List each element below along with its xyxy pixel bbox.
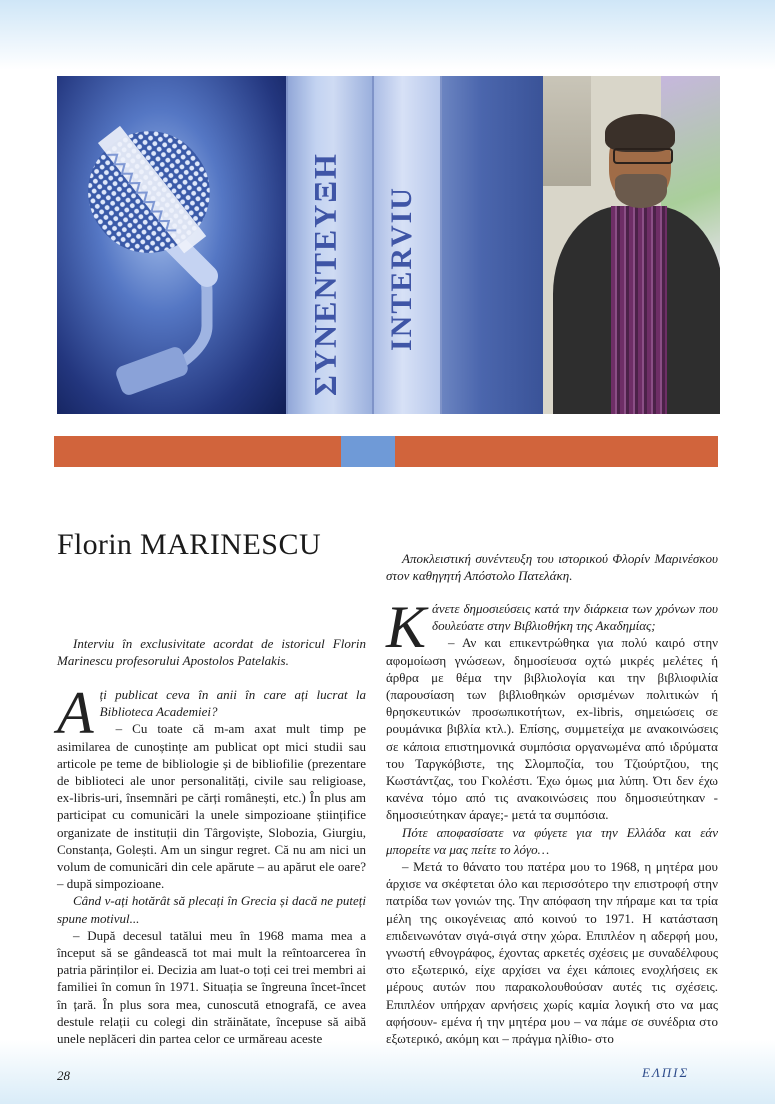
microphone-panel (57, 76, 286, 414)
author-photo (543, 76, 720, 414)
question-2: Când v-ați hotărât să plecați în Grecia și dacă ne puteți spune motivul... (57, 893, 366, 926)
microphone-icon (57, 76, 286, 414)
answer-1: – Cu toate că m-am axat mult timp pe asimilarea de cunoștințe am publicat opt mici studii sau articole pe teme de bibliologie și de bibliofilie (prezentare de biblioteci ale unor personalități, civile sau religioase, ex-libris-uri, însemnări pe cărți românești, etc.) În plus am participat cu comunicări la unele simpozioane științifice organizate de instituții din Târgoviște, Slobozia, Giurgiu, Constanța, Golești. Am un singur regret. Că nu am nici un volum de comunicări din cele apărute – au apărut ele oare? – după simpozioane. (57, 721, 366, 892)
magazine-name: ΕΛΠΙΣ (642, 1065, 690, 1080)
author-last-name: MARINESCU (139, 528, 322, 561)
column-greek (386, 594, 718, 1047)
portrait-shirt (611, 206, 667, 414)
intro-romanian: Interviu în exclusivitate acordat de istoricul Florin Marinescu profesorului Apostolos Patelakis. (57, 636, 366, 669)
accent-bar-right (395, 436, 718, 467)
spine-divider (440, 76, 442, 414)
intro-greek: Αποκλειστική συνέντευξη του ιστορικού Φλορίν Μαρινέσκου στον καθηγητή Απόστολο Πατελάκη. (386, 551, 718, 584)
interview-banner (57, 76, 720, 414)
accent-bar-middle (341, 436, 395, 467)
background-painting (543, 76, 591, 186)
portrait-hair (605, 114, 675, 152)
author-first-name: Florin (57, 528, 133, 561)
portrait-glasses (613, 148, 673, 164)
spine-title-romanian: INTERVIU (385, 186, 418, 351)
question-1: ți publicat ceva în anii în care ați lucrat la Biblioteca Academiei? (99, 687, 366, 720)
drop-cap: A (57, 680, 94, 746)
answer-1: – Αν και επικεντρώθηκα για πολύ καιρό στην αφομοίωση γνώσεων, δημοσίευσα οχτώ μικρές μελέτες ή άρθρα με θέμα την βιβλιολογία και την βιβλιοφιλία (παρουσίαση των βιβλιοθηκών ορισμένων πολιτικών ή θρησκευτικών προσωπικοτήτων, ex-libris, σημειώσεις σε ρουμάνικα βιβλία κτλ.). Επίσης, συμμετείχα με ανακοινώσεις σε κάποια επιστημονικά συμπόσια οργανωμένα από ιδρύματα του Ταργκόβιστε, της Σλομποζία, του Τζιούρτζιου, της Κωστάντζας, του Γκολέστι. Έχω όμως μια λύπη. Ότι δεν έχω κανένα τόμο από τις ανακοινώσεις που δημοσιεύτηκαν - δημοσιεύτηκαν άραγε;- μετά τα συμπόσια. (386, 635, 718, 823)
spine-divider (286, 76, 288, 414)
question-1: άνετε δημοσιεύσεις κατά την διάρκεια των χρόνων που δουλεύατε στην Βιβλιοθήκη της Ακαδημίας; (432, 601, 718, 634)
page-number: 28 (57, 1068, 70, 1083)
question-2: Πότε αποφασίσατε να φύγετε για την Ελλάδα και εάν μπορείτε να μας πείτε το λόγο… (386, 824, 718, 857)
accent-bar-left (54, 436, 341, 467)
drop-cap: Κ (386, 594, 427, 660)
portrait-beard (615, 174, 667, 208)
column-romanian (57, 680, 366, 1047)
answer-2: – Μετά το θάνατο του πατέρα μου το 1968, η μητέρα μου άρχισε να σκέφτεται όλο και περισσότερο την επιστροφή στην πατρίδα των γονιών της. Την απόφαση την πήραμε και τα τρία μέλη της οικογένειας από κοινού το 1971. Η κατάσταση επιδεινωνόταν σιγά-σιγά στην χώρα. Επιπλέον η αδερφή μου, γνωστή εθνογράφος, έχοντας αρκετές σχέσεις με συναδέλφους στο εξωτερικό, είχε αρχίσει να έχει κάποιες ενοχλήσεις εκ μέρους αυτών που παρακολουθούσαν αυτές τις σχέσεις. Επιπλέον υπήρχαν αρνήσεις χωρίς καμία λογική στο να μας αφήσουν- εμένα ή την μητέρα μου – να πάμε σε συνέδρια στο εξωτερικό, ακόμη και – πράγμα ηλίθιο- στο (386, 859, 718, 1047)
spine-title-greek: ΣΥΝΕΝΤΕΥΞΗ (307, 152, 343, 396)
answer-2: – După decesul tatălui meu în 1968 mama mea a început să se gândească tot mai mult la reîntoarcerea în patria părinților ei. Decizia am luat-o toți cei trei membri ai familiei în comun în 1971. Situația se îngreuna încet-încet în țară. În plus sora mea, cunoscută etnografă, ce avea destule relații cu colegi din străinătate, începuse să aibă unele neplăceri din partea celor ce urmăreau aceste (57, 927, 366, 1047)
book-spine-plain (440, 76, 543, 414)
spine-divider (372, 76, 374, 414)
author-name-title (57, 528, 321, 562)
